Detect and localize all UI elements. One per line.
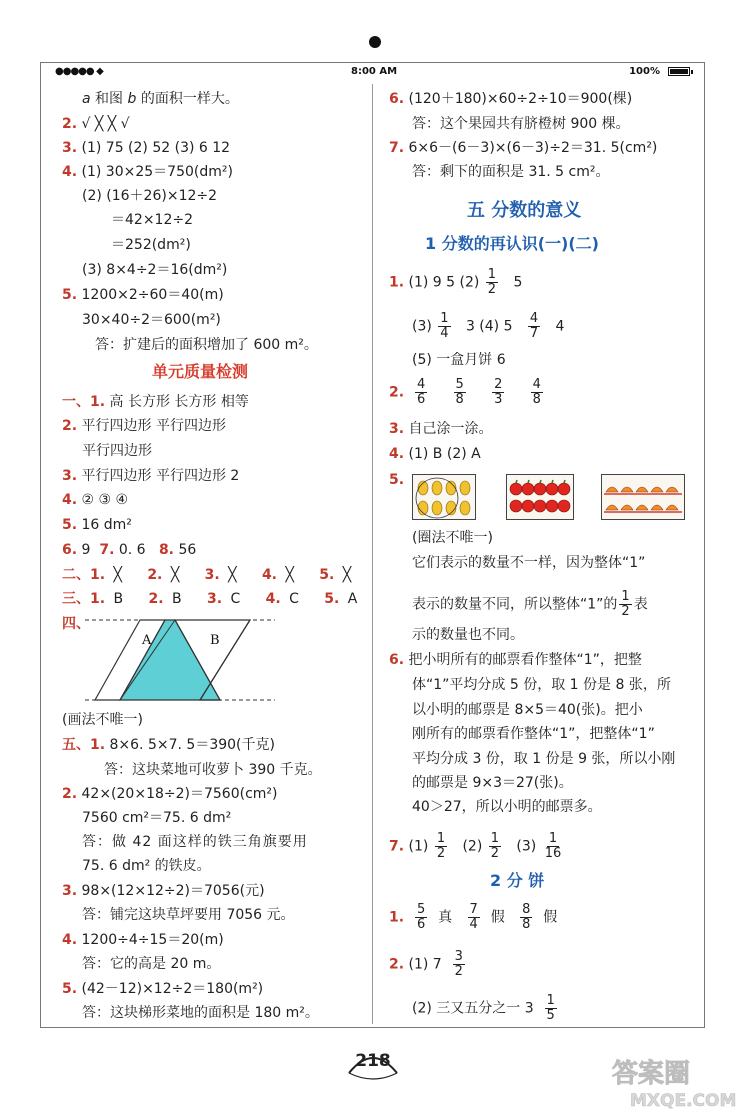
answer-line: 30×40÷2＝600(m²) xyxy=(82,312,221,328)
battery-nub xyxy=(691,70,693,74)
answer-line: 3. 平行四边形 平行四边形 2 xyxy=(62,468,240,484)
answer-line: 75. 6 dm² 的铁皮。 xyxy=(82,858,211,874)
answer-line: (5) 一盒月饼 6 xyxy=(412,352,506,368)
answer-note: (圈法不唯一) xyxy=(412,530,493,546)
lesson-title: 1 分数的再认识(一)(二) xyxy=(425,234,599,253)
svg-text:答案圈: 答案圈 xyxy=(612,1059,691,1089)
answer-note: (画法不唯一) xyxy=(62,712,143,728)
answer-line: 答：做 42 面这样的铁三角旗要用 xyxy=(82,834,308,850)
svg-text:MXQE.COM: MXQE.COM xyxy=(630,1091,737,1111)
answer-line: 二、1. ╳ 2. ╳ 3. ╳ 4. ╳ 5. ╳ xyxy=(62,567,352,583)
answer-line: 以小明的邮票是 8×5＝40(张)。把小 xyxy=(412,702,643,718)
answer-line: 4. ② ③ ④ xyxy=(62,492,129,508)
fraction: $\frac{5}{6}$ xyxy=(416,902,426,932)
camera-dot xyxy=(369,36,381,48)
answer-line: 4. 1200÷4÷15＝20(m) xyxy=(62,932,224,948)
chapter-title: 五 分数的意义 xyxy=(467,200,582,221)
answer-line: 5. (42－12)×12÷2＝180(m²) xyxy=(62,981,264,997)
answer-line: 2. (1) 7 $\frac{3}{2}$ xyxy=(389,949,463,979)
answer-line: 3. (1) 75 (2) 52 (3) 6 12 xyxy=(62,140,231,156)
answer-line: 的邮票是 9×3＝27(张)。 xyxy=(412,775,573,791)
answer-line: 6. 9 7. 0. 6 8. 56 xyxy=(62,542,197,558)
answer-line: 答：剩下的面积是 31. 5 cm²。 xyxy=(412,164,610,180)
answer-line: 答：这块菜地可收萝卜 390 千克。 xyxy=(104,762,322,778)
fraction: $\frac{4}{8}$ xyxy=(532,377,541,407)
watermark-logo xyxy=(608,1052,748,1112)
answer-line: 5. 16 dm² xyxy=(62,517,132,533)
fraction: $\frac{1}{2}$ xyxy=(490,831,500,861)
signal-icon: ●●●●● ◆ xyxy=(55,66,103,77)
answer-line: 5. xyxy=(389,472,405,488)
lesson-title: 2 分 饼 xyxy=(490,871,545,890)
answer-line: 4. (1) B (2) A xyxy=(389,446,481,462)
answer-line: 答：扩建后的面积增加了 600 m²。 xyxy=(95,337,318,353)
answer-line: 2. 42×(20×18÷2)＝7560(cm²) xyxy=(62,786,278,802)
answer-line: 6. (120＋180)×60÷2÷10＝900(棵) xyxy=(389,91,633,107)
answer-line: 3. 自己涂一涂。 xyxy=(389,421,493,437)
answer-line: (3) 8×4÷2＝16(dm²) xyxy=(82,262,228,278)
answer-line: 3. 98×(12×12÷2)＝7056(元) xyxy=(62,883,265,899)
answer-line: 平行四边形 xyxy=(82,443,152,459)
answer-line: 答：这块梯形菜地的面积是 180 m²。 xyxy=(82,1005,319,1021)
fraction: $\frac{8}{8}$ xyxy=(522,902,531,932)
answer-line: 5. 1200×2÷60＝40(m) xyxy=(62,287,224,303)
fraction: $\frac{5}{8}$ xyxy=(455,377,464,407)
answer-line: (2) (16＋26)×12÷2 xyxy=(82,188,218,204)
fraction: $\frac{1}{5}$ xyxy=(546,993,555,1023)
answer-line: 三、1. B 2. B 3. C 4. C 5. A xyxy=(62,591,358,607)
answer-line: a 和图 b 的面积一样大。 xyxy=(82,91,239,107)
answer-line: 2. √ ╳ ╳ √ xyxy=(62,116,130,132)
answer-line: 示的数量也不同。 xyxy=(412,627,524,643)
figure-label-b: B xyxy=(210,633,220,648)
column-divider xyxy=(372,84,373,1024)
fraction: $\frac{7}{4}$ xyxy=(469,902,478,932)
section-title: 单元质量检测 xyxy=(152,362,249,381)
status-time: 8:00 AM xyxy=(351,66,398,77)
answer-line: 1. (1) 9 5 (2) $\frac{1}{2}$ 5 xyxy=(389,267,523,297)
answer-line: 一、1. 高 长方形 长方形 相等 xyxy=(62,394,249,410)
answer-line: 体“1”平均分成 5 份，取 1 份是 8 张，所 xyxy=(412,677,671,693)
fraction: $\frac{2}{3}$ xyxy=(494,377,503,407)
fraction: $\frac{4}{6}$ xyxy=(416,377,426,407)
battery-icon xyxy=(668,67,690,76)
answer-line: 2. $\frac{4}{6}$ $\frac{5}{8}$ $\frac{2}{3}$ $\frac{4}{8}$ xyxy=(389,377,541,407)
answer-line: (2) 三又五分之一 3 $\frac{1}{5}$ xyxy=(412,993,555,1023)
wifi-icon: ◆ xyxy=(96,66,103,77)
answer-line: ＝252(dm²) xyxy=(111,237,191,253)
fraction: $\frac{1}{2}$ xyxy=(621,589,630,619)
answer-line: 7. (1) $\frac{1}{2}$ (2) $\frac{1}{2}$ (3) $\frac{1}{16}$ xyxy=(389,831,562,861)
fraction: $\frac{4}{7}$ xyxy=(529,311,539,341)
answer-line: 平均分成 3 份，取 1 份是 9 张，所以小刚 xyxy=(412,751,676,767)
answer-line: 答：铺完这块草坪要用 7056 元。 xyxy=(82,907,295,923)
answer-line: 7. 6×6－(6－3)×(6－3)÷2＝31. 5(cm²) xyxy=(389,140,658,156)
answer-line: (3) $\frac{1}{4}$ 3 (4) 5 $\frac{4}{7}$ 4 xyxy=(412,311,565,341)
apple-grid-image xyxy=(506,474,574,520)
answer-line: 它们表示的数量不一样，因为整体“1” xyxy=(412,555,646,571)
battery-percent: 100% xyxy=(629,66,660,77)
page-number: 218 xyxy=(345,1045,401,1081)
answer-line: 答：这个果园共有脐橙树 900 棵。 xyxy=(412,116,630,132)
answer-line: 五、1. 8×6. 5×7. 5＝390(千克) xyxy=(62,737,275,753)
answer-line: 4. (1) 30×25＝750(dm²) xyxy=(62,164,233,180)
answer-line: ＝42×12÷2 xyxy=(111,212,193,228)
figure-label-a: A xyxy=(142,633,152,648)
answer-line: 7560 cm²＝75. 6 dm² xyxy=(82,810,232,826)
answer-line: 答：它的高是 20 m。 xyxy=(82,956,221,972)
fruit-grid-image xyxy=(601,474,685,520)
fraction: $\frac{1}{4}$ xyxy=(440,311,449,341)
fraction: $\frac{1}{2}$ xyxy=(487,267,497,297)
answer-line: 刚所有的邮票看作整体“1”，把整体“1” xyxy=(412,726,655,742)
answer-line: 1. $\frac{5}{6}$ 真 $\frac{7}{4}$ 假 $\frac{8}{8}$ 假 xyxy=(389,902,558,932)
answer-line: 6. 把小明所有的邮票看作整体“1”，把整 xyxy=(389,652,642,668)
fraction: $\frac{1}{2}$ xyxy=(436,831,446,861)
geometry-figure xyxy=(80,612,280,707)
fraction: $\frac{1}{16}$ xyxy=(544,831,562,861)
fraction: $\frac{3}{2}$ xyxy=(454,949,463,979)
status-bar xyxy=(41,63,704,81)
answer-line: 2. 平行四边形 平行四边形 xyxy=(62,418,226,434)
answer-line: 40＞27，所以小明的邮票多。 xyxy=(412,799,602,815)
answer-line: 四、 xyxy=(62,616,90,632)
answer-line: 表示的数量不同，所以整体“1”的 $\frac{1}{2}$ 表 xyxy=(412,589,648,619)
pear-grid-image xyxy=(412,474,476,520)
